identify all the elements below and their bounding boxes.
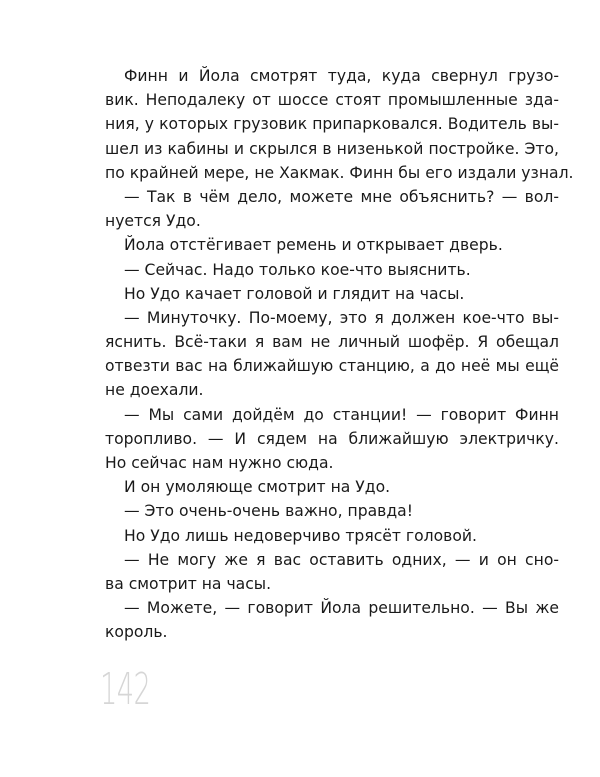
text-line: — Можете, — говорит Йола решительно. — Вы же bbox=[124, 599, 559, 618]
text-line: Но сейчас нам нужно сюда. bbox=[105, 454, 334, 472]
text-line: отвезти вас на ближайшую станцию, а до неё мы ещё bbox=[105, 357, 559, 376]
text-line: — Мы сами дойдём до станции! — говорит Финн bbox=[124, 405, 559, 424]
text-line: не доехали. bbox=[105, 381, 204, 400]
text-line: ва смотрит на часы. bbox=[105, 574, 272, 593]
text-line: Но Удо качает головой и глядит на часы. bbox=[124, 284, 465, 303]
text-line: король. bbox=[105, 623, 168, 642]
text-line: вик. Неподалеку от шоссе стоят промышленные зда- bbox=[105, 91, 559, 110]
text-line: шел из кабины и скрылся в низенькой постройке. Это, bbox=[105, 139, 559, 158]
text-line: Йола отстёгивает ремень и открывает дверь. bbox=[124, 236, 503, 255]
page-number: 142 bbox=[100, 664, 151, 715]
text-line: И он умоляюще смотрит на Удо. bbox=[124, 478, 391, 497]
text-line: Но Удо лишь недоверчиво трясёт головой. bbox=[124, 526, 477, 545]
text-line: — Сейчас. Надо только кое-что выяснить. bbox=[124, 260, 471, 279]
text-line: Финн и Йола смотрят туда, куда свернул грузо- bbox=[124, 67, 559, 85]
text-line: яснить. Всё-таки я вам не личный шофёр. Я обещал bbox=[105, 333, 559, 352]
text-line: нуется Удо. bbox=[105, 212, 201, 231]
text-line: — Это очень-очень важно, правда! bbox=[124, 502, 413, 521]
body-text bbox=[105, 64, 574, 645]
text-line: — Так в чём дело, можете мне объяснить? — вол- bbox=[124, 187, 559, 206]
text-line: ния, у которых грузовик припарковался. Водитель вы- bbox=[105, 115, 559, 134]
text-line: по крайней мере, не Хакмак. Финн бы его издали узнал. bbox=[105, 163, 574, 182]
text-line: — Минуточку. По-моему, это я должен кое-что вы- bbox=[124, 308, 559, 327]
text-line: — Не могу же я вас оставить одних, — и он сно- bbox=[124, 550, 559, 569]
text-line: торопливо. — И сядем на ближайшую электричку. bbox=[105, 429, 559, 448]
